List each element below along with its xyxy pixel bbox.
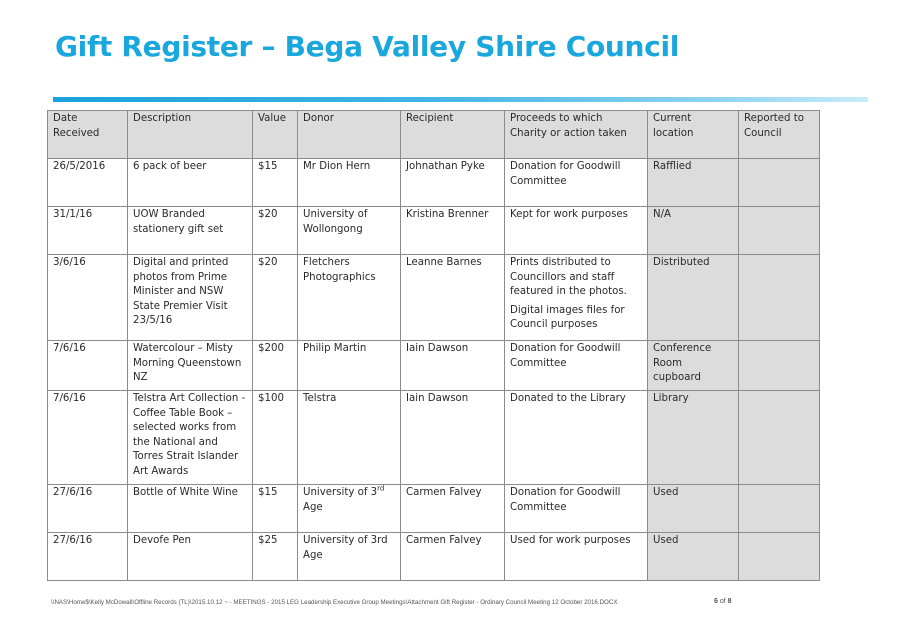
footer-file-path: \\NAS\Home$\Kelly McDowall\Offline Records (TL)\2015.10.12 ~ - MEETINGS - 2015 LEG Leadership Executive Group Meetings\Attachment Gift Register - Ordinary Council Meeting 12 October 2016.DOCX [51,599,618,606]
cell-description: Digital and printed photos from Prime Minister and NSW State Premier Visit 23/5/16 [128,255,253,341]
document-title: Gift Register – Bega Valley Shire Council [55,30,680,63]
cell-current-location: Conference Room cupboard [648,341,739,391]
cell-donor: Fletchers Photographics [298,255,401,341]
cell-reported-to-council [739,341,820,391]
cell-date: 7/6/16 [48,341,128,391]
cell-current-location: Distributed [648,255,739,341]
proceeds-text: Donation for Goodwill Committee [510,343,621,369]
cell-reported-to-council [739,533,820,581]
column-header-reported-to-council: Reported to Council [739,111,820,159]
proceeds-text: Kept for work purposes [510,209,628,220]
cell-proceeds [505,341,648,391]
cell-donor: Philip Martin [298,341,401,391]
cell-donor: Mr Dion Hern [298,159,401,207]
proceeds-text: Used for work purposes [510,535,631,546]
cell-description: UOW Branded stationery gift set [128,207,253,255]
cell-value: $200 [253,341,298,391]
column-header-recipient: Recipient [401,111,505,159]
cell-description: Watercolour – Misty Morning Queenstown NZ [128,341,253,391]
table-row [48,255,820,341]
cell-current-location: Library [648,391,739,485]
column-header-proceeds: Proceeds to which Charity or action taken [505,111,648,159]
cell-proceeds [505,391,648,485]
cell-date: 27/6/16 [48,485,128,533]
cell-value: $100 [253,391,298,485]
cell-value: $20 [253,255,298,341]
cell-proceeds [505,159,648,207]
proceeds-text: Digital images files for Council purposes [510,304,625,330]
cell-reported-to-council [739,391,820,485]
cell-reported-to-council [739,207,820,255]
donor-text: University of 3 [303,487,378,498]
cell-recipient: Leanne Barnes [401,255,505,341]
cell-donor: Telstra [298,391,401,485]
cell-recipient: Iain Dawson [401,341,505,391]
cell-recipient: Kristina Brenner [401,207,505,255]
cell-date: 3/6/16 [48,255,128,341]
cell-description: Bottle of White Wine [128,485,253,533]
cell-date: 7/6/16 [48,391,128,485]
cell-proceeds [505,485,648,533]
donor-text-tail: Age [303,501,323,513]
title-underline-rule [53,97,868,102]
table-row [48,533,820,581]
cell-proceeds [505,533,648,581]
cell-recipient: Carmen Falvey [401,485,505,533]
column-header-date-received: Date Received [48,111,128,159]
cell-donor [298,485,401,533]
page-current: 6 [714,598,718,605]
cell-date: 31/1/16 [48,207,128,255]
cell-proceeds [505,255,648,341]
cell-reported-to-council [739,255,820,341]
cell-description: Telstra Art Collection - Coffee Table Book – selected works from the National and Torres Strait Islander Art Awards [128,391,253,485]
cell-date: 27/6/16 [48,533,128,581]
page-of: of [719,598,726,605]
proceeds-text: Donation for Goodwill Committee [510,487,621,513]
cell-value: $15 [253,159,298,207]
cell-description: 6 pack of beer [128,159,253,207]
table-row [48,391,820,485]
cell-current-location: Rafflied [648,159,739,207]
cell-current-location: Used [648,533,739,581]
cell-current-location: N/A [648,207,739,255]
cell-recipient: Iain Dawson [401,391,505,485]
proceeds-text: Donated to the Library [510,393,626,404]
column-header-current-location: Current location [648,111,739,159]
column-header-donor: Donor [298,111,401,159]
cell-reported-to-council [739,159,820,207]
cell-value: $25 [253,533,298,581]
cell-donor: University of Wollongong [298,207,401,255]
footer-page-number [714,598,732,605]
column-header-value: Value [253,111,298,159]
cell-value: $20 [253,207,298,255]
column-header-description: Description [128,111,253,159]
table-row [48,207,820,255]
gift-register-table [47,110,820,581]
table-row [48,485,820,533]
table-row [48,159,820,207]
cell-date: 26/5/2016 [48,159,128,207]
cell-donor: University of 3rd Age [298,533,401,581]
ordinal-superscript: rd [377,484,385,493]
table-row [48,341,820,391]
cell-recipient: Carmen Falvey [401,533,505,581]
proceeds-text: Donation for Goodwill Committee [510,161,621,187]
cell-description: Devofe Pen [128,533,253,581]
cell-recipient: Johnathan Pyke [401,159,505,207]
cell-reported-to-council [739,485,820,533]
table-header-row [48,111,820,159]
cell-current-location: Used [648,485,739,533]
cell-proceeds [505,207,648,255]
proceeds-text: Prints distributed to Councillors and staff featured in the photos. [510,257,627,297]
cell-value: $15 [253,485,298,533]
page-total: 8 [727,598,732,605]
